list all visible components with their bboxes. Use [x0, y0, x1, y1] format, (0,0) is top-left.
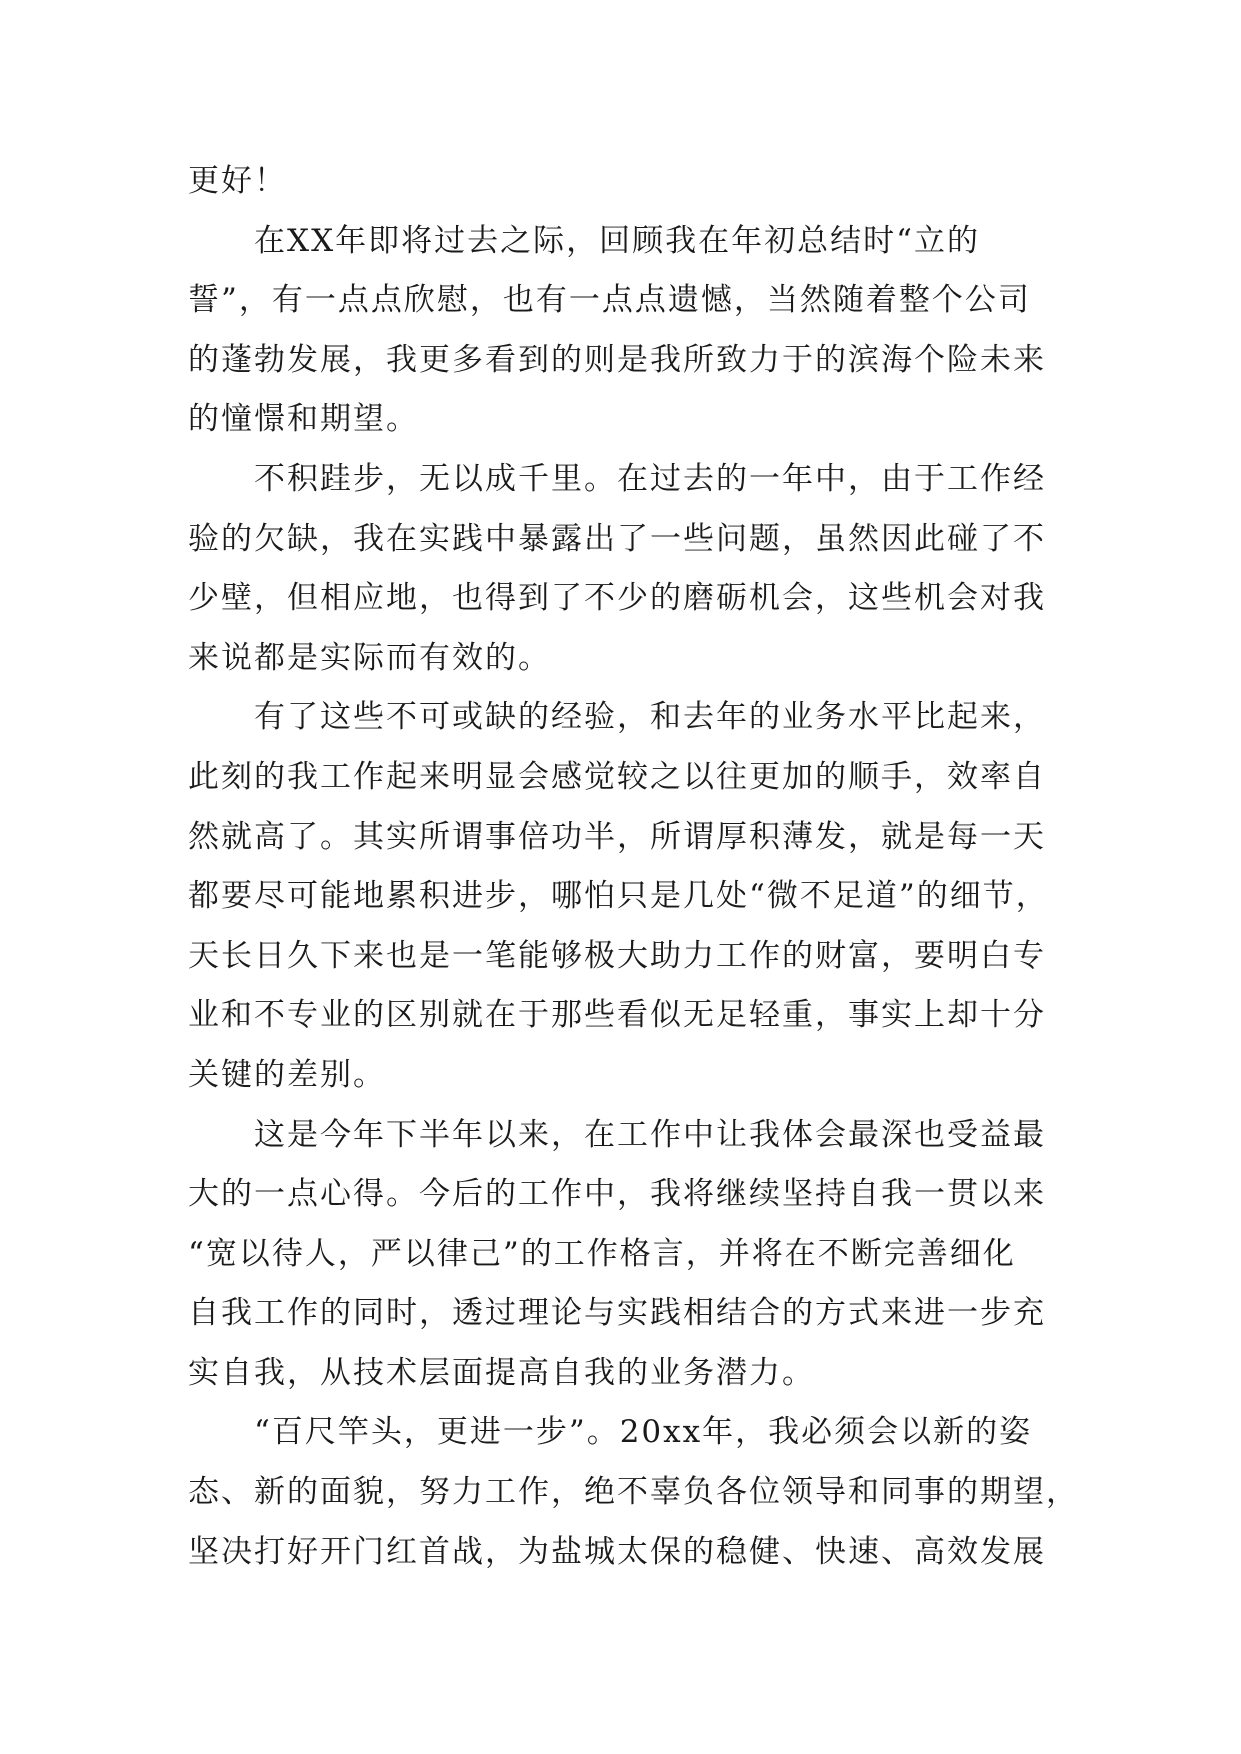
text-line: 关键的差别。 [188, 1056, 386, 1093]
text-line: 然就高了。其实所谓事倍功半，所谓厚积薄发，就是每一天 [188, 818, 1046, 855]
text-line: “宽以待人，严以律己”的工作格言，并将在不断完善细化 [188, 1235, 1016, 1272]
text-line: 天长日久下来也是一笔能够极大助力工作的财富，要明白专 [188, 937, 1046, 974]
text-line: 誓”，有一点点欣慰，也有一点点遗憾，当然随着整个公司 [188, 282, 1031, 319]
text-line: 来说都是实际而有效的。 [188, 639, 551, 676]
paragraph-first-line: 在XX年即将过去之际，回顾我在年初总结时“立的 [254, 222, 980, 259]
text-line: 的憧憬和期望。 [188, 401, 419, 438]
text-line: 少壁，但相应地，也得到了不少的磨砺机会，这些机会对我 [188, 580, 1046, 617]
text-line: 都要尽可能地累积进步，哪怕只是几处“微不足道”的细节， [188, 878, 1049, 915]
paragraph-first-line: 有了这些不可或缺的经验，和去年的业务水平比起来， [254, 699, 1046, 736]
text-line: 自我工作的同时，透过理论与实践相结合的方式来进一步充 [188, 1295, 1046, 1332]
text-line: 验的欠缺，我在实践中暴露出了一些问题，虽然因此碰了不 [188, 520, 1046, 557]
text-line: 实自我，从技术层面提高自我的业务潜力。 [188, 1354, 815, 1391]
paragraph-first-line: “百尺竿头，更进一步”。20xx年，我必须会以新的姿 [254, 1414, 1033, 1451]
paragraph-first-line: 这是今年下半年以来，在工作中让我体会最深也受益最 [254, 1116, 1046, 1153]
text-line: 此刻的我工作起来明显会感觉较之以往更加的顺手，效率自 [188, 758, 1046, 795]
text-line: 的蓬勃发展，我更多看到的则是我所致力于的滨海个险未来 [188, 341, 1046, 378]
text-line: 态、新的面貌，努力工作，绝不辜负各位领导和同事的期望， [188, 1474, 1079, 1511]
text-line: 大的一点心得。今后的工作中，我将继续坚持自我一贯以来 [188, 1176, 1046, 1213]
text-line: 业和不专业的区别就在于那些看似无足轻重，事实上却十分 [188, 997, 1046, 1034]
text-line: 更好！ [188, 163, 287, 199]
paragraph-first-line: 不积跬步，无以成千里。在过去的一年中，由于工作经 [254, 460, 1046, 497]
text-line: 坚决打好开门红首战，为盐城太保的稳健、快速、高效发展 [188, 1533, 1046, 1570]
document-body [188, 152, 1079, 1582]
